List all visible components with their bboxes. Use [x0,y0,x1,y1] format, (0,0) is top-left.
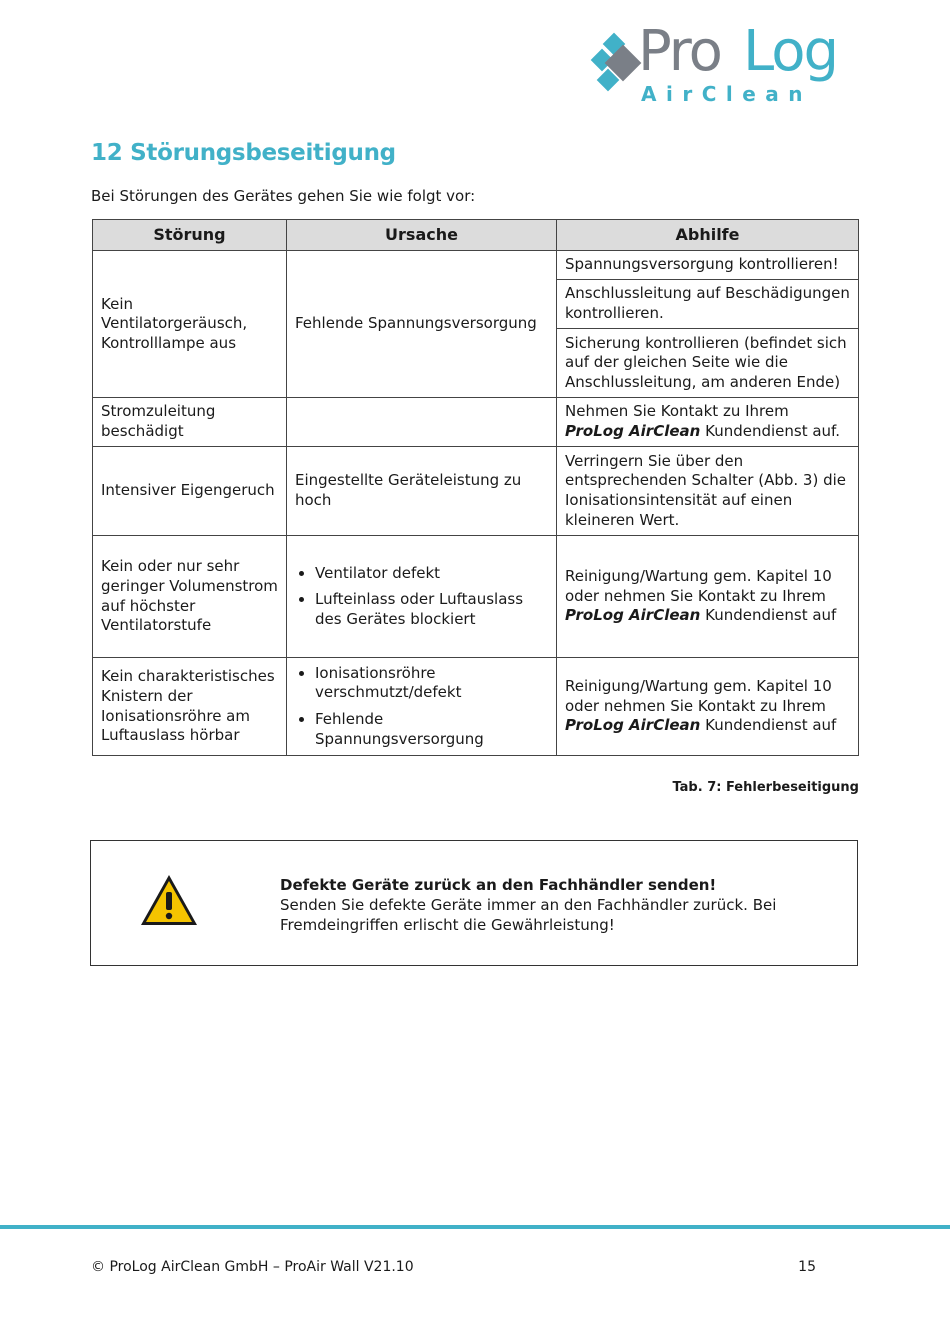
table-row [93,447,859,536]
cell-abhilfe [557,536,859,658]
warning-text [280,875,820,935]
abhilfe-text: Reinigung/Wartung gem. Kapitel 10 oder nehmen Sie Kontakt zu Ihrem [565,567,832,605]
cell-ursache [287,658,557,756]
cell-stoerung: Intensiver Eigengeruch [93,447,287,536]
cell-abhilfe [557,398,859,447]
cell-ursache [287,398,557,447]
cell-stoerung: Kein Ventilatorgeräusch, Kontrolllampe aus [93,251,287,398]
cell-ursache: Eingestellte Geräteleistung zu hoch [287,447,557,536]
cell-stoerung: Kein charakteristisches Knistern der Ionisationsröhre am Luftauslass hörbar [93,658,287,756]
abhilfe-text: Kundendienst auf [700,606,837,625]
logo-subtitle: AirClean [641,82,813,106]
cell-stoerung: Stromzuleitung beschädigt [93,398,287,447]
footer-divider [0,1225,950,1229]
logo-text-log: Log [743,19,838,84]
cell-abhilfe: Sicherung kontrollieren (befindet sich auf der gleichen Seite wie die Anschlussleitung, am anderen Ende) [557,329,859,398]
cause-list [295,564,548,630]
list-item: • Lufteinlass oder Luftauslass des Gerätes blockiert [315,590,548,629]
cause-list [295,664,548,749]
warning-body: Senden Sie defekte Geräte immer an den Fachhändler zurück. Bei Fremdeingriffen erlischt die Gewährleistung! [280,896,777,934]
cell-stoerung: Kein oder nur sehr geringer Volumenstrom auf höchster Ventilatorstufe [93,536,287,658]
abhilfe-text: Reinigung/Wartung gem. Kapitel 10 oder nehmen Sie Kontakt zu Ihrem [565,677,832,715]
table-caption: Tab. 7: Fehlerbeseitigung [672,780,859,795]
header-ursache: Ursache [287,220,557,251]
troubleshooting-table [92,219,859,756]
intro-text: Bei Störungen des Gerätes gehen Sie wie folgt vor: [91,187,476,205]
section-heading: 12 Störungsbeseitigung [91,140,396,166]
list-item: • Ventilator defekt [315,564,548,584]
brand-name: ProLog AirClean [565,716,701,735]
warning-title: Defekte Geräte zurück an den Fachhändler senden! [280,876,717,894]
cell-ursache: Fehlende Spannungsversorgung [287,251,557,398]
warning-box [90,840,858,966]
cell-abhilfe: Anschlussleitung auf Beschädigungen kontrollieren. [557,280,859,329]
cell-abhilfe: Verringern Sie über den entsprechenden Schalter (Abb. 3) die Ionisationsintensität auf einen kleineren Wert. [557,447,859,536]
header-stoerung: Störung [93,220,287,251]
header-abhilfe: Abhilfe [557,220,859,251]
logo-diamonds-icon [590,32,642,102]
brand-name: ProLog AirClean [565,422,701,440]
abhilfe-text: Kundendienst auf [700,716,837,735]
footer-copyright: © ProLog AirClean GmbH – ProAir Wall V21.10 [91,1259,414,1275]
logo-text-pro: Pro [638,19,721,84]
table-row [93,251,859,280]
abhilfe-text: Nehmen Sie Kontakt zu Ihrem [565,402,789,421]
table-row [93,398,859,447]
warning-triangle-icon [139,873,199,927]
cell-abhilfe [557,658,859,756]
cell-abhilfe: Spannungsversorgung kontrollieren! [557,251,859,280]
page-number: 15 [798,1259,816,1275]
abhilfe-text: Kundendienst auf. [700,422,841,440]
table-row [93,536,859,658]
prolog-logo [590,19,850,112]
table-header-row [93,220,859,251]
brand-name: ProLog AirClean [565,606,701,625]
list-item: • Fehlende Spannungsversorgung [315,710,548,749]
cell-ursache [287,536,557,658]
table-row [93,658,859,756]
list-item: • Ionisationsröhre verschmutzt/defekt [315,664,548,703]
